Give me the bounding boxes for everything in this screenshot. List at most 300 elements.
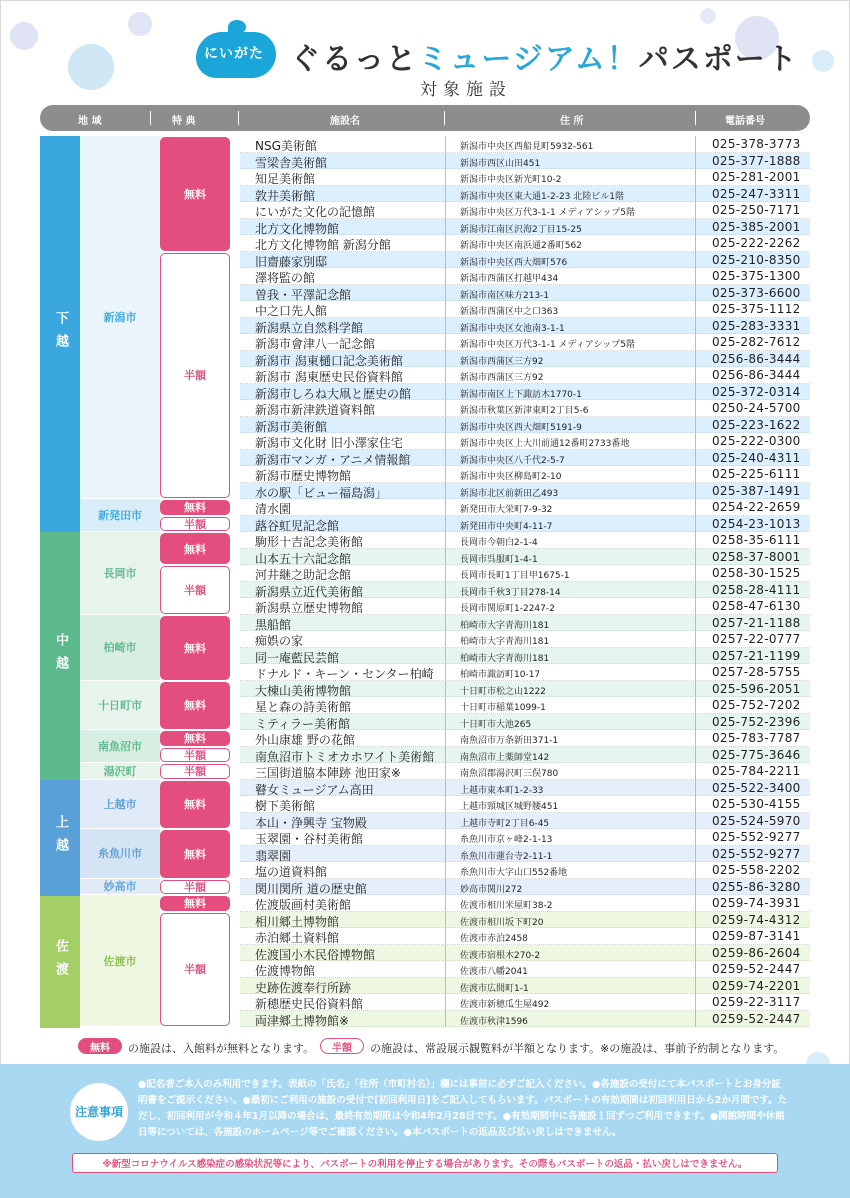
col-divider bbox=[695, 565, 696, 582]
legend bbox=[78, 1037, 818, 1057]
col-divider bbox=[695, 483, 696, 500]
facility-phone: 0259-87-3141 bbox=[712, 929, 801, 943]
table-row bbox=[240, 978, 810, 995]
title-suffix: パスポート bbox=[638, 42, 799, 77]
facility-phone: 025-375-1300 bbox=[712, 269, 801, 283]
facility-name: 雪梁舎美術館 bbox=[255, 155, 328, 170]
table-row bbox=[240, 598, 810, 615]
facility-phone: 0259-52-2447 bbox=[712, 962, 801, 976]
facility-name: 敦井美術館 bbox=[255, 188, 316, 203]
col-divider bbox=[695, 763, 696, 780]
facility-name: 河井継之助記念館 bbox=[255, 568, 352, 582]
col-divider bbox=[695, 450, 696, 467]
col-name: 施設名 bbox=[330, 116, 360, 127]
facility-name: 外山康雄 野の花館 bbox=[255, 733, 355, 747]
col-divider bbox=[445, 862, 446, 879]
table-row bbox=[240, 169, 810, 186]
facility-address: 新潟市中央区西大畑町576 bbox=[460, 257, 568, 268]
perk-free-badge: 無料 bbox=[160, 731, 230, 746]
city-cell: 長岡市 bbox=[80, 532, 160, 615]
col-divider bbox=[695, 219, 696, 236]
region-sado bbox=[40, 896, 80, 1028]
col-separator bbox=[444, 111, 445, 125]
facility-address: 妙高市関川272 bbox=[460, 884, 523, 895]
facility-address: 新潟市西蒲区打越甲434 bbox=[460, 274, 559, 284]
facility-phone: 025-524-5970 bbox=[712, 813, 801, 828]
facility-address: 新潟市北区前新田乙493 bbox=[460, 488, 559, 499]
col-divider bbox=[695, 829, 696, 846]
facility-phone: 025-282-7612 bbox=[712, 335, 801, 349]
facility-name: 星と森の詩美術館 bbox=[255, 700, 352, 714]
facility-name: ドナルド・キーン・センター柏崎 bbox=[255, 667, 434, 681]
facility-phone: 0259-74-3931 bbox=[712, 896, 801, 910]
table-row bbox=[240, 862, 810, 879]
facility-address: 新潟市中央区上大川前通12番町2733番地 bbox=[460, 439, 630, 449]
facility-address: 新潟市南区味方213-1 bbox=[460, 290, 550, 301]
table-row bbox=[240, 235, 810, 252]
col-divider bbox=[445, 186, 446, 203]
facility-phone: 0256-86-3444 bbox=[712, 351, 801, 366]
facility-phone: 0257-21-1188 bbox=[712, 615, 801, 630]
facility-phone: 025-375-1112 bbox=[712, 302, 801, 316]
table-row bbox=[240, 334, 810, 351]
col-divider bbox=[695, 697, 696, 714]
facility-address: 上越市頸城区城野腰451 bbox=[460, 802, 559, 812]
facility-name: 北方文化博物館 bbox=[255, 221, 340, 236]
col-divider bbox=[445, 928, 446, 945]
col-divider bbox=[695, 499, 696, 516]
facility-address: 上越市寺町2丁目6-45 bbox=[460, 818, 550, 829]
col-divider bbox=[695, 417, 696, 434]
facility-name: 佐渡国小木民俗博物館 bbox=[255, 947, 376, 962]
facility-phone: 025-552-9277 bbox=[712, 830, 801, 844]
col-divider bbox=[445, 136, 446, 153]
table-row bbox=[240, 1011, 810, 1028]
col-divider bbox=[445, 334, 446, 351]
facility-name: 痴娯の家 bbox=[255, 634, 304, 648]
title-accent: ミュージアム！ bbox=[418, 42, 639, 77]
table-row bbox=[240, 846, 810, 863]
facility-address: 長岡市長町1丁目甲1675-1 bbox=[460, 571, 570, 581]
col-divider bbox=[445, 780, 446, 797]
table-row bbox=[240, 466, 810, 483]
col-divider bbox=[695, 549, 696, 566]
table-header bbox=[40, 105, 810, 131]
facility-address: 南魚沼郡湯沢町三俣780 bbox=[460, 769, 559, 779]
facility-address: 新潟市中央区八千代2-5-7 bbox=[460, 455, 565, 466]
col-separator bbox=[695, 111, 696, 125]
legend-reservation-note: ※の施設は、事前予約制となります。 bbox=[600, 1042, 785, 1055]
perk-free-badge: 無料 bbox=[160, 896, 230, 911]
col-divider bbox=[445, 219, 446, 236]
facility-address: 新潟市中央区女池南3-1-1 bbox=[460, 323, 565, 334]
table-row bbox=[240, 631, 810, 648]
table-row bbox=[240, 186, 810, 203]
table-row bbox=[240, 648, 810, 665]
table-row bbox=[240, 549, 810, 566]
table-row bbox=[240, 615, 810, 632]
facility-address: 南魚沼市上薬師堂142 bbox=[460, 752, 550, 763]
facility-address: 佐渡市八幡2041 bbox=[460, 967, 528, 977]
table-row bbox=[240, 499, 810, 516]
col-divider bbox=[695, 961, 696, 978]
facility-phone: 025-558-2202 bbox=[712, 863, 801, 877]
facility-address: 新潟市南区上下諏訪木1770-1 bbox=[460, 389, 582, 400]
facility-address: 十日町市松之山1222 bbox=[460, 686, 546, 697]
table-row bbox=[240, 219, 810, 236]
facility-address: 新潟市西区山田451 bbox=[460, 158, 541, 169]
facility-address: 新潟市中央区万代3-1-1 メディアシップ5階 bbox=[460, 340, 636, 350]
facility-name: 相川郷土博物館 bbox=[255, 914, 340, 929]
title-prefix: ぐるっと bbox=[290, 42, 418, 77]
col-divider bbox=[445, 681, 446, 698]
col-divider bbox=[695, 912, 696, 929]
facility-name: 史跡佐渡奉行所跡 bbox=[255, 980, 352, 995]
table-row bbox=[240, 813, 810, 830]
facility-name: 新潟県立近代美術館 bbox=[255, 584, 364, 599]
perk-free-badge: 無料 bbox=[160, 616, 230, 680]
col-divider bbox=[695, 846, 696, 863]
col-divider bbox=[445, 367, 446, 384]
facility-name: 新潟市歴史博物館 bbox=[255, 469, 352, 483]
col-divider bbox=[445, 961, 446, 978]
facility-address: 柏崎市大字青海川181 bbox=[460, 620, 550, 631]
facility-phone: 0258-35-6111 bbox=[712, 533, 801, 547]
facility-address: 新潟市中央区東大通1-2-23 北陸ビル1階 bbox=[460, 191, 624, 202]
table-row bbox=[240, 994, 810, 1011]
col-divider bbox=[695, 730, 696, 747]
perk-half-badge: 半額 bbox=[160, 913, 230, 1027]
table-row bbox=[240, 202, 810, 219]
facility-address: 長岡市呉服町1-4-1 bbox=[460, 554, 538, 565]
facility-address: 新潟市中央区新光町10-2 bbox=[460, 175, 562, 185]
city-cell: 十日町市 bbox=[80, 681, 160, 731]
facility-phone: 025-752-2396 bbox=[712, 714, 801, 729]
col-divider bbox=[445, 994, 446, 1011]
col-divider bbox=[695, 631, 696, 648]
facility-address: 柏崎市大字青海川181 bbox=[460, 653, 550, 664]
col-separator bbox=[238, 111, 239, 125]
facility-phone: 025-596-2051 bbox=[712, 681, 801, 696]
facility-phone: 025-225-6111 bbox=[712, 467, 801, 481]
facility-name: 新潟県立自然科学館 bbox=[255, 320, 364, 335]
col-divider bbox=[445, 879, 446, 896]
col-divider bbox=[445, 631, 446, 648]
facility-phone: 0259-74-4312 bbox=[712, 912, 801, 927]
col-divider bbox=[445, 400, 446, 417]
table-row bbox=[240, 582, 810, 599]
col-divider bbox=[445, 268, 446, 285]
facility-phone: 025-210-8350 bbox=[712, 252, 801, 267]
col-divider bbox=[445, 582, 446, 599]
col-divider bbox=[695, 202, 696, 219]
facility-name: ミティラー美術館 bbox=[255, 716, 351, 731]
facility-phone: 0257-28-5755 bbox=[712, 665, 801, 679]
facility-name: 玉翠園・谷村美術館 bbox=[255, 832, 364, 846]
facility-address: 新潟市中央区南浜通2番町562 bbox=[460, 241, 582, 251]
col-divider bbox=[695, 928, 696, 945]
table-row bbox=[240, 714, 810, 731]
facility-address: 柏崎市大字青海川181 bbox=[460, 637, 550, 647]
table-row bbox=[240, 664, 810, 681]
facility-name: 新潟県立歴史博物館 bbox=[255, 601, 364, 615]
facility-address: 十日町市大池265 bbox=[460, 719, 532, 730]
facility-name: 樹下美術館 bbox=[255, 799, 316, 813]
facility-address: 佐渡市宿根木270-2 bbox=[460, 950, 541, 961]
facility-name: 澤将監の館 bbox=[255, 271, 316, 285]
facility-phone: 025-283-3331 bbox=[712, 318, 801, 333]
col-divider bbox=[695, 780, 696, 797]
facility-address: 長岡市今朝白2-1-4 bbox=[460, 538, 538, 548]
facility-address: 新潟市中央区柳島町2-10 bbox=[460, 472, 562, 482]
facility-phone: 025-775-3646 bbox=[712, 747, 801, 762]
city-cell: 新発田市 bbox=[80, 499, 160, 532]
facility-name: 知足美術館 bbox=[255, 172, 316, 186]
facility-phone: 0254-22-2659 bbox=[712, 500, 801, 514]
facility-name: 清水園 bbox=[255, 502, 292, 516]
facility-address: 新潟市中央区西船見町5932-561 bbox=[460, 142, 594, 152]
col-divider bbox=[445, 813, 446, 830]
perk-free-badge: 無料 bbox=[160, 682, 230, 730]
facility-address: 新潟市西蒲区三方92 bbox=[460, 356, 544, 367]
table-row bbox=[240, 483, 810, 500]
facility-address: 糸魚川市蓮台寺2-11-1 bbox=[460, 851, 553, 862]
facility-phone: 025-250-7171 bbox=[712, 203, 801, 217]
col-divider bbox=[695, 895, 696, 912]
facility-name: 新潟市 潟東歴史民俗資料館 bbox=[255, 370, 403, 384]
legend-free-text: の施設は、入館料が無料となります。 bbox=[128, 1042, 315, 1055]
col-divider bbox=[445, 846, 446, 863]
col-divider bbox=[445, 252, 446, 269]
facility-name: 本山・浄興寺 宝物殿 bbox=[255, 815, 367, 830]
table-row bbox=[240, 384, 810, 401]
col-divider bbox=[695, 433, 696, 450]
col-divider bbox=[445, 384, 446, 401]
table-row bbox=[240, 285, 810, 302]
col-phone: 電話番号 bbox=[725, 116, 765, 127]
notice-text: ●記名者ご本人のみ利用できます。表紙の「氏名」「住所（市町村名）」欄には事前に必ずご記入ください。●各施設の受付にて本パスポートとお身分証明書をご提示ください。●最初にご利用の施設の受付で[初回利用日]をご記入してもらいます。パスポートの有効期間は初回利用日から2か月間です。ただし、初回利用が令和４年1月以降の場合は、最終有効期限は令和4年2月28日です。●有効期間中に各施設１回ずつご利用できます。●開館時間や休館日等については、各施設のホームページ等でご確認ください。●本パスポートの返品及び払い戻しはできません。 bbox=[138, 1079, 788, 1138]
facility-name: 中之口先人館 bbox=[255, 304, 328, 318]
table-row bbox=[240, 318, 810, 335]
facility-name: 駒形十吉記念美術館 bbox=[255, 535, 364, 549]
facility-address: 十日町市稲葉1099-1 bbox=[460, 703, 546, 713]
facility-name: 南魚沼市トミオカホワイト美術館 bbox=[255, 749, 435, 764]
col-divider bbox=[695, 994, 696, 1011]
table-row bbox=[240, 450, 810, 467]
table-row bbox=[240, 433, 810, 450]
table-row bbox=[240, 747, 810, 764]
perk-half-badge: 半額 bbox=[160, 253, 230, 499]
perk-free-badge: 無料 bbox=[160, 533, 230, 564]
col-divider bbox=[695, 186, 696, 203]
col-divider bbox=[445, 466, 446, 483]
col-divider bbox=[695, 169, 696, 186]
col-divider bbox=[445, 598, 446, 615]
city-cell: 柏崎市 bbox=[80, 615, 160, 681]
col-divider bbox=[445, 285, 446, 302]
col-divider bbox=[695, 747, 696, 764]
facility-name: 曽我・平澤記念館 bbox=[255, 287, 352, 302]
col-divider bbox=[445, 1011, 446, 1028]
col-divider bbox=[445, 351, 446, 368]
facility-address: 佐渡市相川坂下町20 bbox=[460, 917, 544, 928]
table-row bbox=[240, 879, 810, 896]
region-label: 中越 bbox=[53, 633, 68, 679]
col-divider bbox=[695, 681, 696, 698]
table-row bbox=[240, 829, 810, 846]
facility-address: 新潟市中央区西大畑町5191-9 bbox=[460, 422, 582, 433]
perk-free-badge: 無料 bbox=[160, 781, 230, 829]
facility-phone: 025-552-9277 bbox=[712, 846, 801, 861]
perk-free-badge: 無料 bbox=[160, 830, 230, 878]
facility-phone: 025-377-1888 bbox=[712, 153, 801, 168]
col-divider bbox=[445, 664, 446, 681]
col-divider bbox=[445, 912, 446, 929]
col-divider bbox=[695, 153, 696, 170]
table-row bbox=[240, 697, 810, 714]
table-row bbox=[240, 136, 810, 153]
table-row bbox=[240, 400, 810, 417]
col-divider bbox=[445, 301, 446, 318]
legend-half-text: の施設は、常設展示観覧料が半額となります。 bbox=[370, 1042, 601, 1055]
col-divider bbox=[445, 730, 446, 747]
facility-name: 翡翠園 bbox=[255, 848, 292, 863]
facility-name: 蕗谷虹児記念館 bbox=[255, 518, 340, 533]
perk-free-badge: 無料 bbox=[160, 137, 230, 251]
facility-address: 新潟市江南区沢海2丁目15-25 bbox=[460, 224, 582, 235]
facility-phone: 025-783-7787 bbox=[712, 731, 801, 745]
col-divider bbox=[445, 565, 446, 582]
col-divider bbox=[445, 615, 446, 632]
page-subtitle: 対象施設 bbox=[420, 80, 512, 100]
facility-phone: 0254-23-1013 bbox=[712, 516, 801, 531]
perk-half-badge: 半額 bbox=[160, 748, 230, 763]
col-divider bbox=[695, 301, 696, 318]
facility-phone: 0258-28-4111 bbox=[712, 582, 801, 597]
city-cell: 南魚沼市 bbox=[80, 730, 160, 763]
col-divider bbox=[445, 235, 446, 252]
col-divider bbox=[695, 796, 696, 813]
perk-half-badge: 半額 bbox=[160, 880, 230, 895]
perk-half-badge: 半額 bbox=[160, 517, 230, 532]
table-row bbox=[240, 532, 810, 549]
facility-address: 新潟市秋葉区新津東町2丁目5-6 bbox=[460, 406, 589, 416]
table-row bbox=[240, 928, 810, 945]
col-divider bbox=[695, 862, 696, 879]
table-row bbox=[240, 945, 810, 962]
facility-phone: 0258-47-6130 bbox=[712, 599, 801, 613]
city-cell: 新潟市 bbox=[80, 136, 160, 499]
region-label: 下越 bbox=[53, 311, 68, 357]
col-divider bbox=[445, 516, 446, 533]
facility-phone: 0256-86-3444 bbox=[712, 368, 801, 382]
facility-phone: 025-784-2211 bbox=[712, 764, 801, 778]
city-cell: 湯沢町 bbox=[80, 763, 160, 780]
covid-warning: ※新型コロナウイルス感染症の感染状況等により、パスポートの利用を停止する場合があります。その際もパスポートの返品・払い戻しはできません。 bbox=[72, 1153, 778, 1173]
col-divider bbox=[695, 582, 696, 599]
region-joetsu bbox=[40, 780, 80, 896]
facility-address: 新潟市中央区万代3-1-1 メディアシップ5階 bbox=[460, 208, 636, 218]
table-row bbox=[240, 301, 810, 318]
col-divider bbox=[695, 648, 696, 665]
col-divider bbox=[695, 615, 696, 632]
facility-address: 新潟市西蒲区三方92 bbox=[460, 373, 544, 383]
facility-phone: 025-223-1622 bbox=[712, 417, 801, 432]
facility-name: 瞽女ミュージアム高田 bbox=[255, 782, 374, 797]
facility-name: 両津郷土博物館※ bbox=[255, 1013, 350, 1028]
facility-address: 佐渡市広間町1-1 bbox=[460, 983, 529, 994]
col-divider bbox=[695, 318, 696, 335]
table-row bbox=[240, 912, 810, 929]
col-divider bbox=[695, 285, 696, 302]
table-row bbox=[240, 153, 810, 170]
facility-name: 旧齋藤家別邸 bbox=[255, 254, 328, 269]
legend-free-chip: 無料 bbox=[78, 1038, 122, 1054]
region-label: 佐渡 bbox=[53, 939, 68, 985]
facility-phone: 0257-21-1199 bbox=[712, 648, 801, 663]
col-divider bbox=[445, 895, 446, 912]
col-divider bbox=[445, 714, 446, 731]
col-divider bbox=[695, 532, 696, 549]
facility-phone: 0250-24-5700 bbox=[712, 401, 801, 415]
col-divider bbox=[695, 466, 696, 483]
table-row bbox=[240, 681, 810, 698]
col-divider bbox=[445, 433, 446, 450]
facility-phone: 025-281-2001 bbox=[712, 170, 801, 184]
table-row bbox=[240, 780, 810, 797]
col-divider bbox=[445, 153, 446, 170]
facility-phone: 025-247-3311 bbox=[712, 186, 801, 201]
city-cell: 上越市 bbox=[80, 780, 160, 830]
table-row bbox=[240, 730, 810, 747]
col-separator bbox=[150, 111, 151, 125]
facility-name: 新穂歴史民俗資料館 bbox=[255, 997, 364, 1011]
col-divider bbox=[445, 483, 446, 500]
facility-name: 新潟市マンガ・アニメ情報館 bbox=[255, 452, 411, 467]
col-divider bbox=[445, 169, 446, 186]
facility-phone: 025-372-0314 bbox=[712, 384, 801, 399]
col-divider bbox=[445, 796, 446, 813]
facility-name: 佐渡版画村美術館 bbox=[255, 898, 352, 912]
notice-badge: 注意事項 bbox=[70, 1083, 128, 1141]
city-cell: 佐渡市 bbox=[80, 895, 160, 1027]
col-region: 地 域 bbox=[78, 116, 102, 127]
facility-phone: 0259-86-2604 bbox=[712, 945, 801, 960]
facility-name: 塩の道資料館 bbox=[255, 865, 328, 879]
table-row bbox=[240, 417, 810, 434]
col-divider bbox=[445, 532, 446, 549]
facility-phone: 0258-37-8001 bbox=[712, 549, 801, 564]
col-divider bbox=[695, 268, 696, 285]
city-cell: 糸魚川市 bbox=[80, 829, 160, 879]
niigata-logo bbox=[196, 32, 276, 78]
facility-address: 佐渡市相川米屋町38-2 bbox=[460, 901, 553, 911]
facility-address: 南魚沼市万条新田371-1 bbox=[460, 736, 559, 746]
facility-name: 赤泊郷土資料館 bbox=[255, 931, 340, 945]
col-divider bbox=[695, 1011, 696, 1028]
col-divider bbox=[695, 813, 696, 830]
facility-address: 佐渡市秋津1596 bbox=[460, 1016, 528, 1027]
facility-name: にいがた文化の記憶館 bbox=[255, 205, 376, 219]
facility-name: 佐渡博物館 bbox=[255, 964, 316, 978]
col-address: 住 所 bbox=[560, 116, 584, 127]
facility-address: 新潟市西蒲区中之口363 bbox=[460, 307, 559, 317]
facility-name: 同一庵藍民芸館 bbox=[255, 650, 340, 665]
facility-name: 大棟山美術博物館 bbox=[255, 683, 352, 698]
table-row bbox=[240, 796, 810, 813]
col-divider bbox=[445, 697, 446, 714]
facility-name: 水の駅「ビュー福島潟」 bbox=[255, 485, 388, 500]
